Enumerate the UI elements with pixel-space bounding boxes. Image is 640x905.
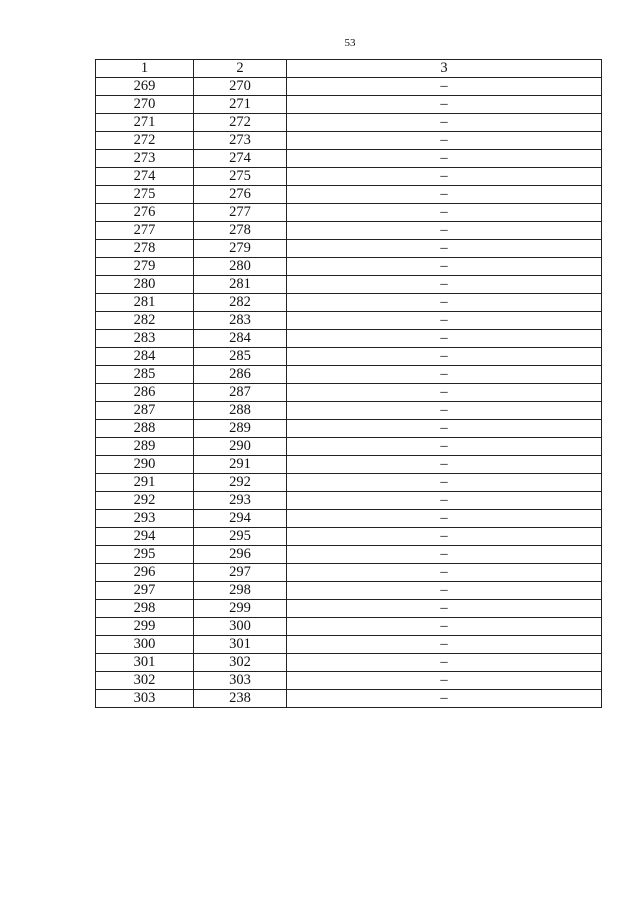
table-cell-col-1: 278 (96, 240, 194, 258)
table-cell-col-1: 300 (96, 636, 194, 654)
table-body (96, 78, 602, 708)
table-row (96, 402, 602, 420)
table-cell-col-2: 299 (194, 600, 287, 618)
table-cell-col-3: – (287, 546, 602, 564)
table-cell-col-1: 282 (96, 312, 194, 330)
table-row (96, 528, 602, 546)
table-row (96, 150, 602, 168)
table-row (96, 690, 602, 708)
table-cell-col-3: – (287, 438, 602, 456)
table-cell-col-1: 298 (96, 600, 194, 618)
table-row (96, 312, 602, 330)
table-cell-col-1: 270 (96, 96, 194, 114)
table-row (96, 222, 602, 240)
table-cell-col-1: 299 (96, 618, 194, 636)
table-cell-col-1: 294 (96, 528, 194, 546)
table-cell-col-2: 277 (194, 204, 287, 222)
table-cell-col-3: – (287, 600, 602, 618)
table-cell-col-2: 292 (194, 474, 287, 492)
table-row (96, 672, 602, 690)
table-cell-col-2: 272 (194, 114, 287, 132)
table-cell-col-3: – (287, 564, 602, 582)
table-cell-col-3: – (287, 366, 602, 384)
table-row (96, 582, 602, 600)
table-row (96, 546, 602, 564)
table-cell-col-1: 281 (96, 294, 194, 312)
table-cell-col-3: – (287, 348, 602, 366)
table-cell-col-2: 282 (194, 294, 287, 312)
table-cell-col-2: 298 (194, 582, 287, 600)
table-cell-col-3: – (287, 294, 602, 312)
table-cell-col-3: – (287, 96, 602, 114)
table-cell-col-2: 278 (194, 222, 287, 240)
table-row (96, 330, 602, 348)
table-cell-col-3: – (287, 204, 602, 222)
table-cell-col-2: 271 (194, 96, 287, 114)
table-cell-col-3: – (287, 474, 602, 492)
table-cell-col-3: – (287, 240, 602, 258)
table-cell-col-3: – (287, 510, 602, 528)
table-row (96, 384, 602, 402)
table-cell-col-3: – (287, 492, 602, 510)
table-cell-col-1: 283 (96, 330, 194, 348)
table-cell-col-1: 296 (96, 564, 194, 582)
table-row (96, 438, 602, 456)
table-cell-col-2: 286 (194, 366, 287, 384)
table-cell-col-3: – (287, 690, 602, 708)
table-row (96, 168, 602, 186)
table-cell-col-1: 295 (96, 546, 194, 564)
table-cell-col-1: 272 (96, 132, 194, 150)
table-cell-col-3: – (287, 456, 602, 474)
table-cell-col-2: 285 (194, 348, 287, 366)
table-cell-col-1: 303 (96, 690, 194, 708)
table-row (96, 420, 602, 438)
table-row (96, 366, 602, 384)
header-cell-3: 3 (287, 60, 602, 78)
table-cell-col-2: 291 (194, 456, 287, 474)
table-cell-col-3: – (287, 186, 602, 204)
table-cell-col-2: 288 (194, 402, 287, 420)
page-number: 53 (344, 37, 356, 49)
table-cell-col-1: 293 (96, 510, 194, 528)
table-cell-col-3: – (287, 402, 602, 420)
table-cell-col-1: 275 (96, 186, 194, 204)
table-row (96, 636, 602, 654)
table-cell-col-1: 277 (96, 222, 194, 240)
table-cell-col-3: – (287, 636, 602, 654)
table-cell-col-3: – (287, 168, 602, 186)
data-table (95, 59, 602, 708)
table-cell-col-2: 294 (194, 510, 287, 528)
table-header (96, 60, 602, 78)
table-cell-col-1: 287 (96, 402, 194, 420)
table-cell-col-2: 283 (194, 312, 287, 330)
table-cell-col-2: 293 (194, 492, 287, 510)
table-cell-col-3: – (287, 150, 602, 168)
table-cell-col-1: 302 (96, 672, 194, 690)
table-row (96, 510, 602, 528)
table-row (96, 276, 602, 294)
table-cell-col-1: 288 (96, 420, 194, 438)
table-cell-col-2: 296 (194, 546, 287, 564)
table-row (96, 114, 602, 132)
table-cell-col-1: 280 (96, 276, 194, 294)
table-cell-col-3: – (287, 132, 602, 150)
table-cell-col-3: – (287, 672, 602, 690)
table-row (96, 258, 602, 276)
table-cell-col-3: – (287, 114, 602, 132)
table-row (96, 492, 602, 510)
table-cell-col-2: 270 (194, 78, 287, 96)
table-cell-col-3: – (287, 258, 602, 276)
table-cell-col-3: – (287, 384, 602, 402)
table-cell-col-1: 286 (96, 384, 194, 402)
table-cell-col-2: 303 (194, 672, 287, 690)
table-cell-col-1: 273 (96, 150, 194, 168)
table-cell-col-1: 285 (96, 366, 194, 384)
table-row (96, 474, 602, 492)
table-row (96, 348, 602, 366)
table-row (96, 96, 602, 114)
table-cell-col-3: – (287, 582, 602, 600)
table-row (96, 564, 602, 582)
table-row (96, 78, 602, 96)
header-cell-2: 2 (194, 60, 287, 78)
table-cell-col-3: – (287, 528, 602, 546)
table-row (96, 456, 602, 474)
table-cell-col-3: – (287, 330, 602, 348)
table-cell-col-2: 295 (194, 528, 287, 546)
table-cell-col-1: 279 (96, 258, 194, 276)
table-cell-col-1: 274 (96, 168, 194, 186)
table-row (96, 294, 602, 312)
table-cell-col-1: 297 (96, 582, 194, 600)
table-row (96, 132, 602, 150)
table-row (96, 240, 602, 258)
table-cell-col-2: 280 (194, 258, 287, 276)
table-cell-col-1: 271 (96, 114, 194, 132)
table-cell-col-2: 290 (194, 438, 287, 456)
table-cell-col-1: 276 (96, 204, 194, 222)
header-cell-1: 1 (96, 60, 194, 78)
table-row (96, 654, 602, 672)
table-cell-col-3: – (287, 654, 602, 672)
table-cell-col-3: – (287, 420, 602, 438)
table-cell-col-3: – (287, 618, 602, 636)
table-row (96, 186, 602, 204)
table-cell-col-2: 284 (194, 330, 287, 348)
table-cell-col-3: – (287, 312, 602, 330)
table-cell-col-2: 238 (194, 690, 287, 708)
table-cell-col-1: 289 (96, 438, 194, 456)
table-cell-col-3: – (287, 276, 602, 294)
table-row (96, 618, 602, 636)
table-cell-col-1: 301 (96, 654, 194, 672)
table-cell-col-2: 297 (194, 564, 287, 582)
table-cell-col-2: 275 (194, 168, 287, 186)
table-cell-col-1: 284 (96, 348, 194, 366)
table-cell-col-1: 292 (96, 492, 194, 510)
table-cell-col-2: 301 (194, 636, 287, 654)
table-cell-col-1: 290 (96, 456, 194, 474)
table-cell-col-3: – (287, 78, 602, 96)
table-cell-col-3: – (287, 222, 602, 240)
table-cell-col-2: 274 (194, 150, 287, 168)
header-row (96, 60, 602, 78)
table-cell-col-2: 287 (194, 384, 287, 402)
table-cell-col-2: 289 (194, 420, 287, 438)
table-cell-col-2: 300 (194, 618, 287, 636)
table-cell-col-1: 291 (96, 474, 194, 492)
table-row (96, 204, 602, 222)
table-cell-col-2: 281 (194, 276, 287, 294)
table-cell-col-2: 276 (194, 186, 287, 204)
table-row (96, 600, 602, 618)
table-cell-col-2: 273 (194, 132, 287, 150)
table-cell-col-1: 269 (96, 78, 194, 96)
table-cell-col-2: 279 (194, 240, 287, 258)
table-cell-col-2: 302 (194, 654, 287, 672)
